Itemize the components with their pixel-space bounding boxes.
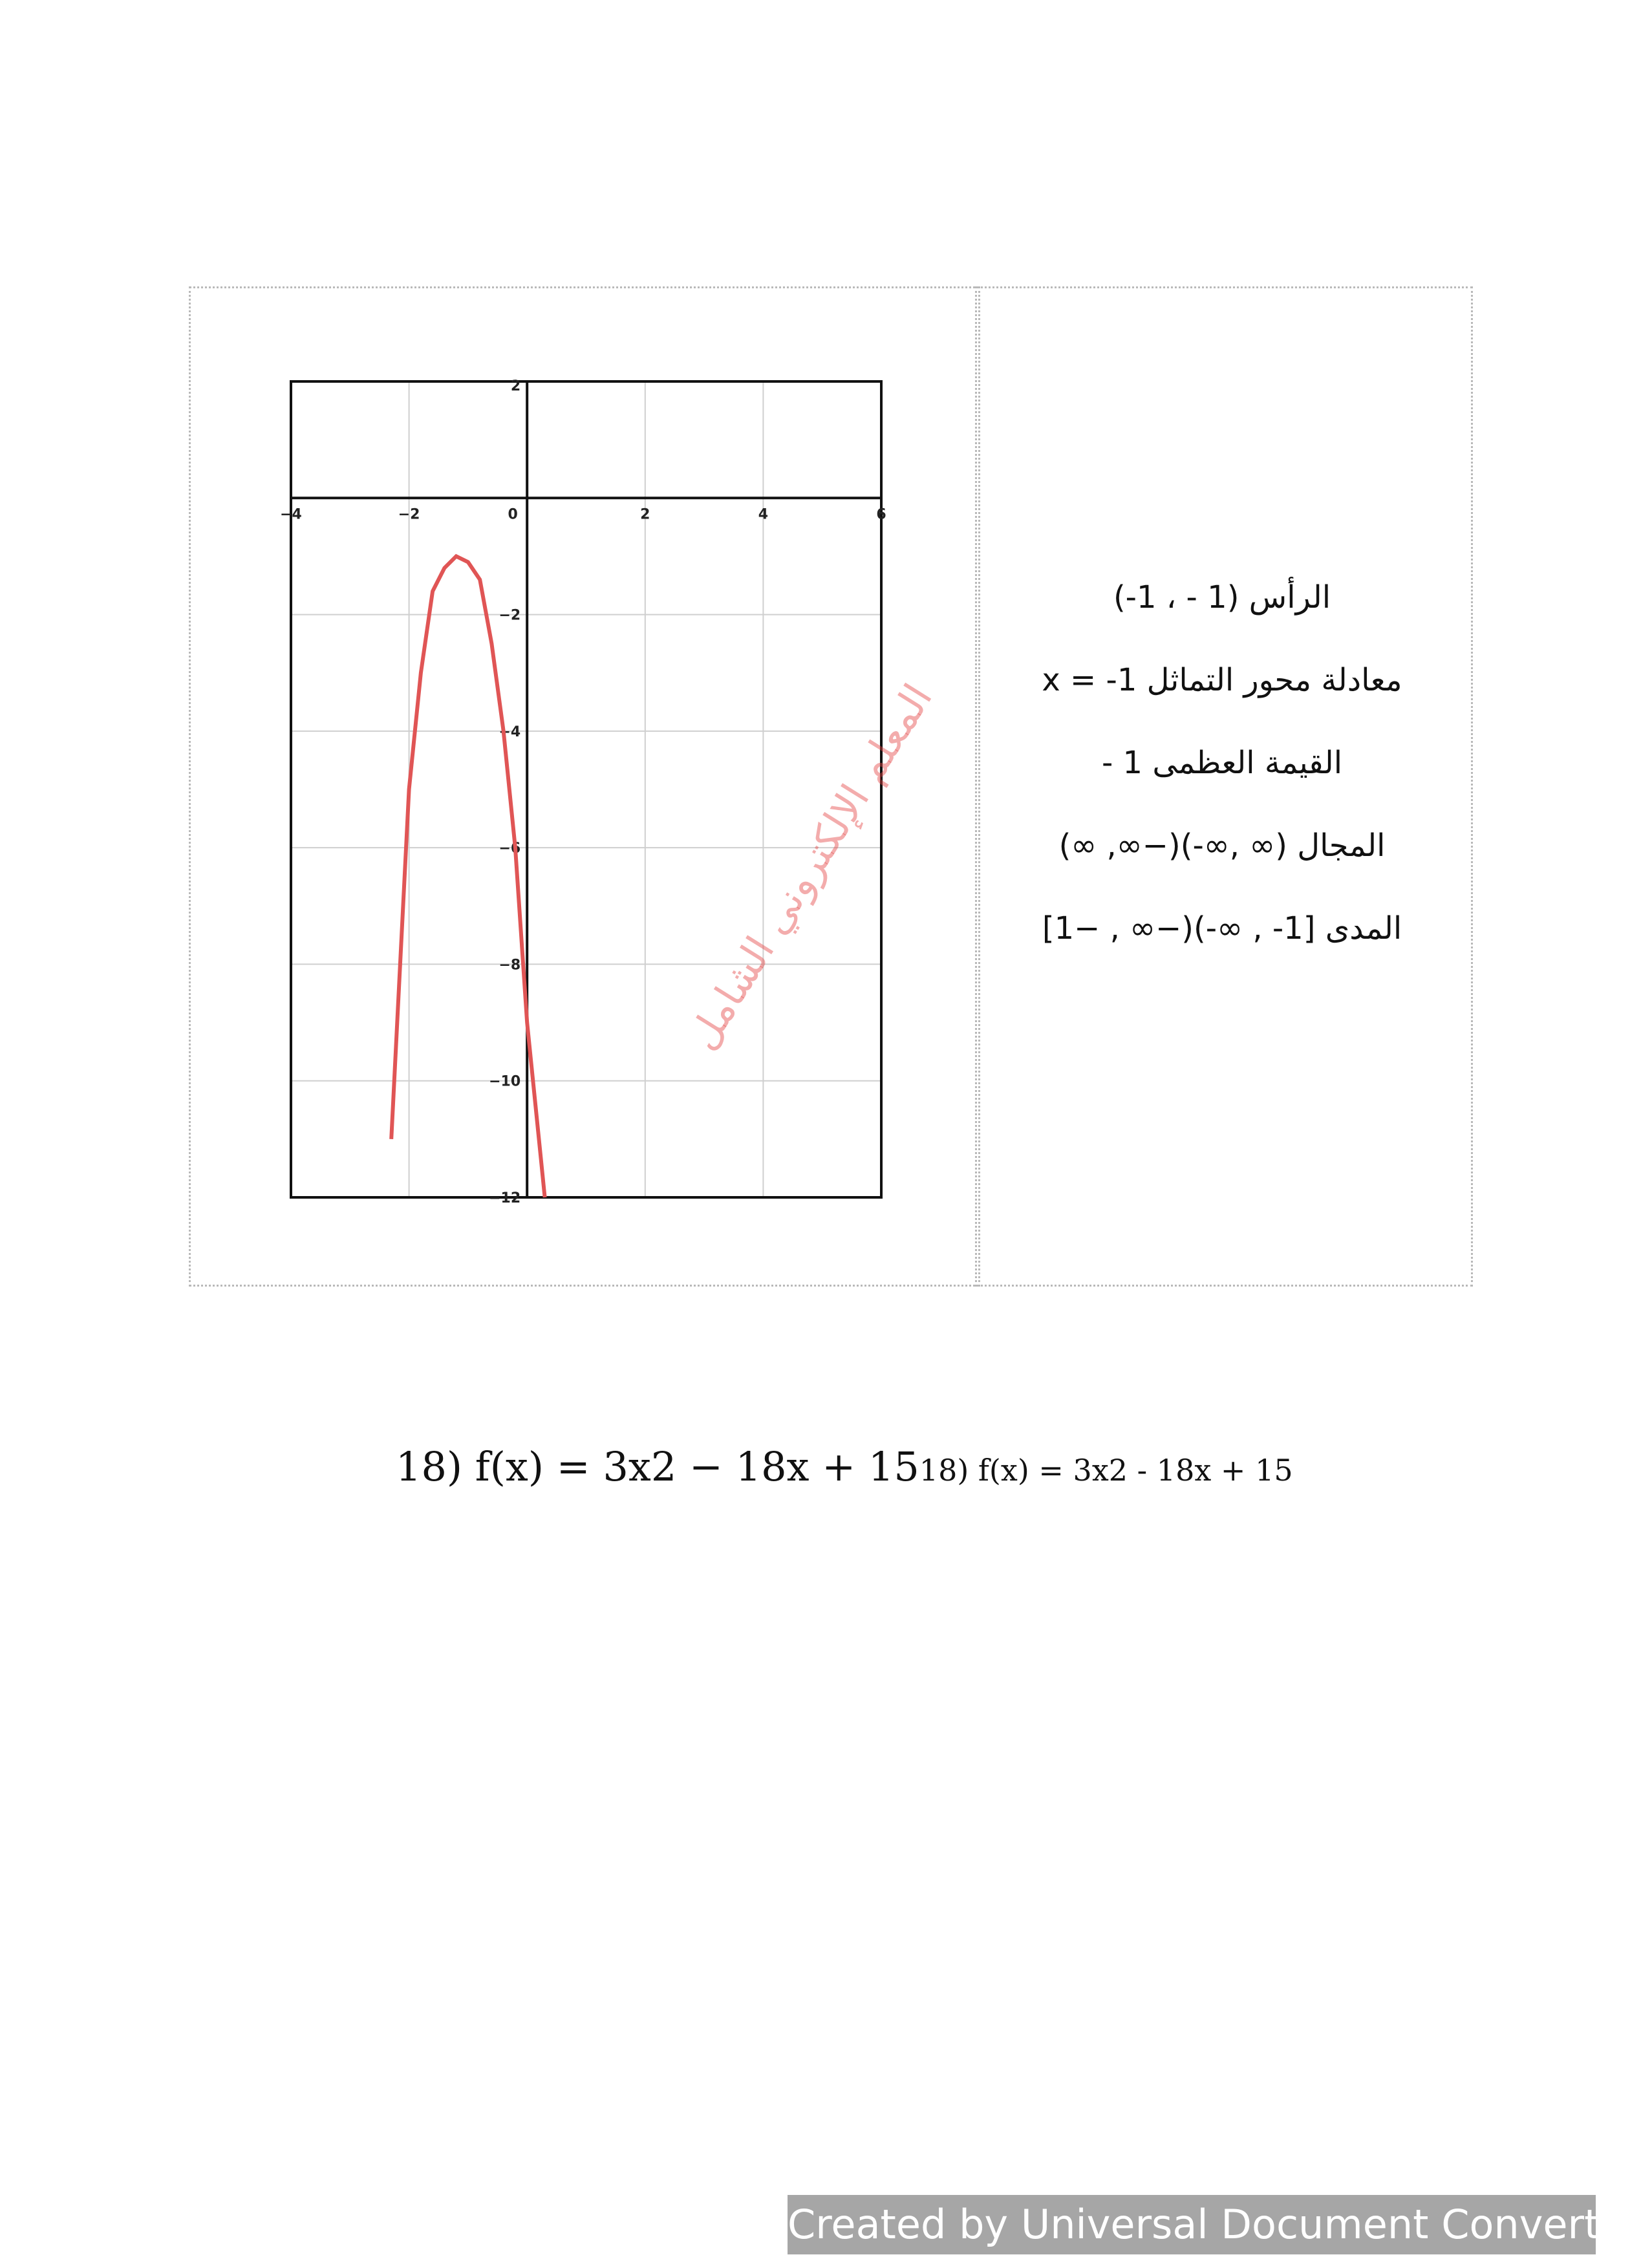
- x-tick-label: 2: [640, 506, 650, 523]
- x-tick-label: −2: [398, 506, 420, 523]
- y-tick-label: −10: [489, 1073, 521, 1090]
- axis-of-symmetry-text: معادلة محور التماثل x = -1: [1042, 662, 1402, 698]
- x-tick-label: 6: [876, 506, 886, 523]
- parabola-graph: [280, 378, 886, 1206]
- x-tick-label: 4: [758, 506, 769, 523]
- grid-lines: [291, 381, 881, 1197]
- x-tick-label: −4: [280, 506, 302, 523]
- y-tick-label: −4: [499, 723, 521, 740]
- range-text: المدى [1- , ∞-)(−∞ , −1]: [1042, 910, 1402, 947]
- maximum-value-text: القيمة العظمى 1 -: [1101, 745, 1343, 781]
- parabola-curve: [391, 556, 544, 1197]
- domain-text: المجال (∞ ,∞-)(−∞, ∞): [1058, 828, 1386, 864]
- cell-divider: [975, 286, 980, 1287]
- y-tick-label: −8: [499, 957, 521, 974]
- x-tick-labels: [280, 506, 886, 522]
- y-tick-label: −6: [499, 840, 521, 857]
- watermark: المعلم الإلكتروني الشامل: [678, 676, 941, 1058]
- x-tick-label: 0: [508, 506, 518, 523]
- y-tick-label: −2: [499, 607, 521, 624]
- converter-footer: Created by Universal Document Converter: [788, 2195, 1596, 2254]
- vertex-text: الرأس (1 - ، 1-): [1113, 579, 1331, 615]
- plot-border: [291, 381, 881, 1197]
- y-tick-label: −12: [489, 1190, 521, 1206]
- properties-panel: [996, 556, 1448, 970]
- problem-equation-duplicate: 18) f(x) = 3x2 - 18x + 15: [919, 1453, 1293, 1488]
- y-tick-label: 2: [510, 378, 521, 394]
- y-tick-labels: [489, 378, 520, 1206]
- problem-18: [396, 1443, 1293, 1490]
- problem-equation: 18) f(x) = 3x2 − 18x + 15: [396, 1443, 919, 1490]
